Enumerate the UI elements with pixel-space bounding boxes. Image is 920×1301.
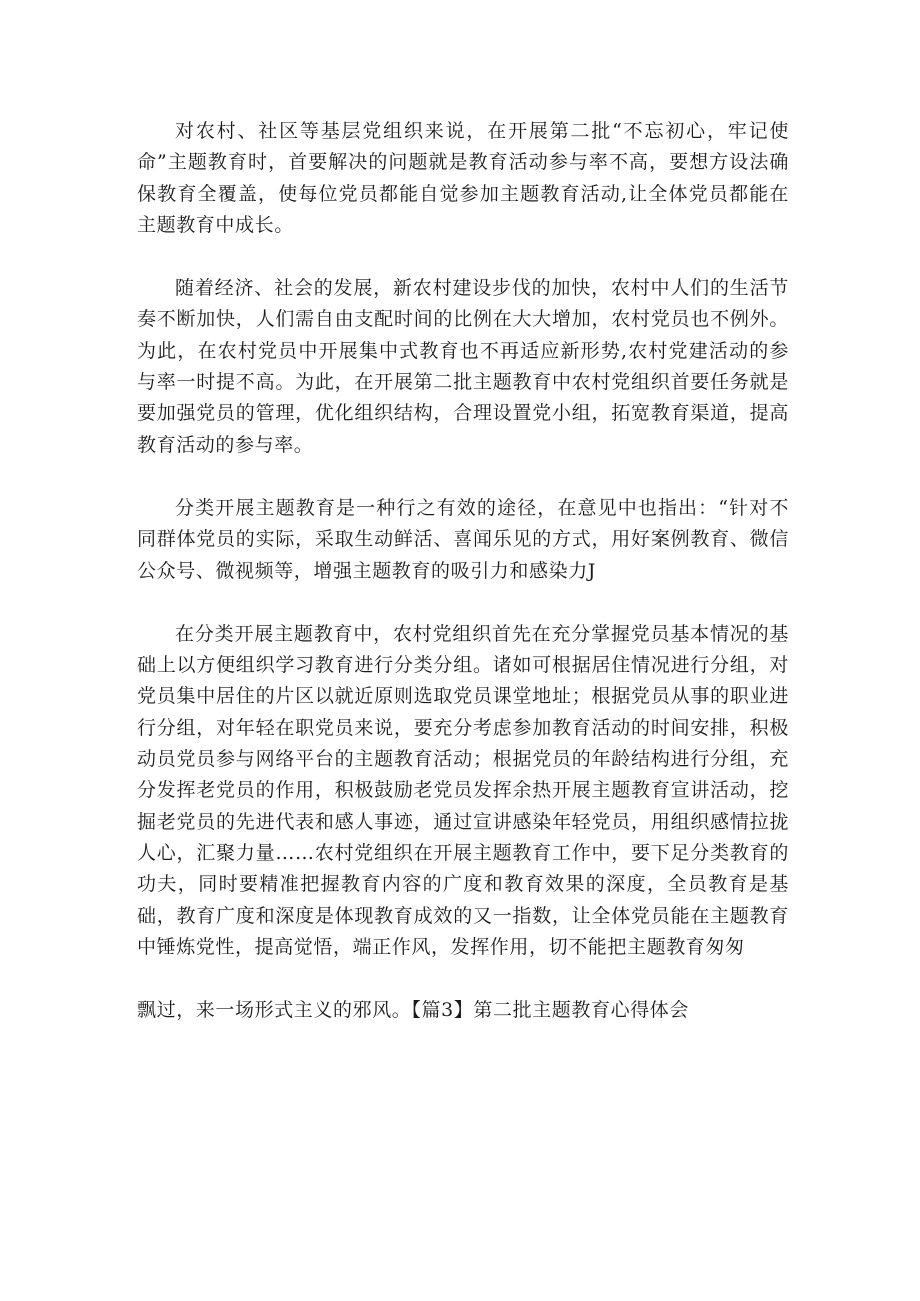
paragraph-2: 随着经济、社会的发展，新农村建设步伐的加快，农村中人们的生活节奏不断加快，人们需自由支配时间的比例在大大增加，农村党员也不例外。为此，在农村党员中开展集中式教育也不再适应新形势,农村党建活动的参与率一时提不高。为此，在开展第二批主题教育中农村党组织首要任务就是要加强党员的管理，优化组织结构，合理设置党小组，拓宽教育渠道，提高教育活动的参与率。 bbox=[137, 277, 789, 456]
paragraph-1: 对农村、社区等基层党组织来说，在开展第二批“不忘初心，牢记使命”主题教育时，首要解决的问题就是教育活动参与率不高，要想方设法确保教育全覆盖，使每位党员都能自觉参加主题教育活动,让全体党员都能在主题教育中成长。 bbox=[137, 120, 789, 236]
paragraph-3: 分类开展主题教育是一种行之有效的途径，在意见中也指出：“针对不同群体党员的实际，采取生动鲜活、喜闻乐见的方式，用好案例教育、微信公众号、微视频等，增强主题教育的吸引力和感染力J bbox=[137, 496, 789, 582]
document-body bbox=[137, 116, 789, 1058]
paragraph-4: 在分类开展主题教育中，农村党组织首先在充分掌握党员基本情况的基础上以方便组织学习教育进行分类分组。诸如可根据居住情况进行分组，对党员集中居住的片区以就近原则选取党员课堂地址；根据党员从事的职业进行分组，对年轻在职党员来说，要充分考虑参加教育活动的时间安排，积极动员党员参与网络平台的主题教育活动；根据党员的年龄结构进行分组，充分发挥老党员的作用，积极鼓励老党员发挥余热开展主题教育宣讲活动，挖掘老党员的先进代表和感人事迹，通过宣讲感染年轻党员，用组织感情拉拢人心，汇聚力量……农村党组织在开展主题教育工作中，要下足分类教育的功夫，同时要精准把握教育内容的广度和教育效果的深度，全员教育是基础，教育广度和深度是体现教育成效的又一指数，让全体党员能在主题教育中锤炼党性，提高觉悟，端正作风，发挥作用，切不能把主题教育匆匆 bbox=[137, 622, 789, 958]
paragraph-5: 飘过，来一场形式主义的邪风。【篇3】第二批主题教育心得体会 bbox=[137, 999, 689, 1022]
